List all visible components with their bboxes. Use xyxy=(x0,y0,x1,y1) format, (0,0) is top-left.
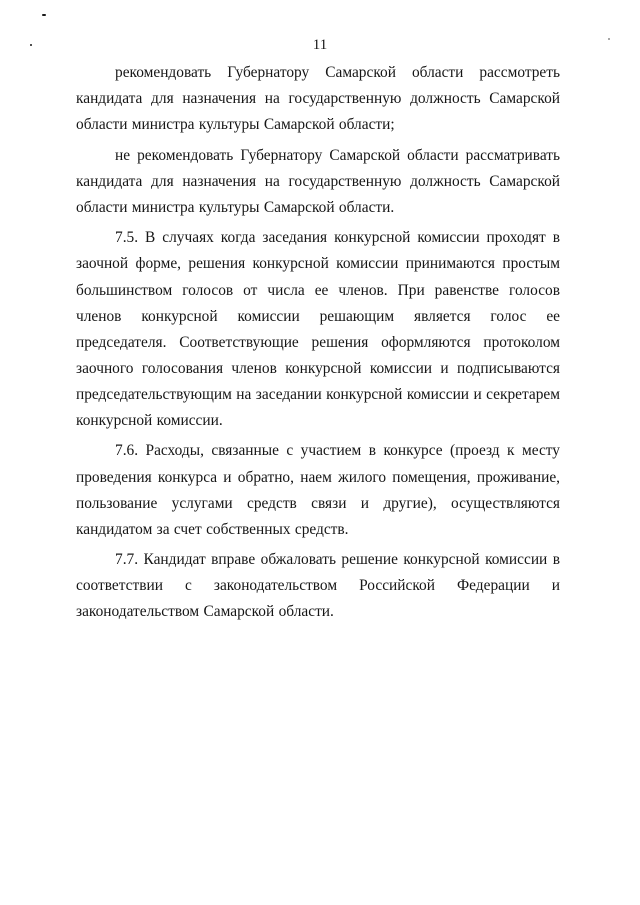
paragraph-7-6: 7.6. Расходы, связанные с участием в конкурсе (проезд к месту проведения конкурса и обратно, наем жилого помещения, проживание, пользование услугами средств связи и другие), осуществляются кандидатом за счет собственных средств. xyxy=(76,442,560,538)
paragraph-not-recommend: не рекомендовать Губернатору Самарской области рассматривать кандидата для назначения на государственную должность Самарской области министра культуры Самарской области. xyxy=(76,146,560,216)
document-body xyxy=(76,60,560,630)
paragraph-recommend: рекомендовать Губернатору Самарской области рассмотреть кандидата для назначения на государственную должность Самарской области министра культуры Самарской области; xyxy=(76,64,560,134)
page-number: 11 xyxy=(312,37,328,53)
paragraph-7-7: 7.7. Кандидат вправе обжаловать решение конкурсной комиссии в соответствии с законодательством Российской Федерации и законодательством Самарской области. xyxy=(76,551,560,621)
paragraph-7-5: 7.5. В случаях когда заседания конкурсной комиссии проходят в заочной форме, решения конкурсной комиссии принимаются простым большинством голосов от числа ее членов. При равенстве голосов членов конкурсной комиссии решающим является голос ее председателя. Соответствующие решения оформляются протоколом заочного голосования членов конкурсной комиссии и подписываются председательствующим на заседании конкурсной комиссии и секретарем конкурсной комиссии. xyxy=(76,229,560,429)
scan-speck xyxy=(42,14,46,16)
